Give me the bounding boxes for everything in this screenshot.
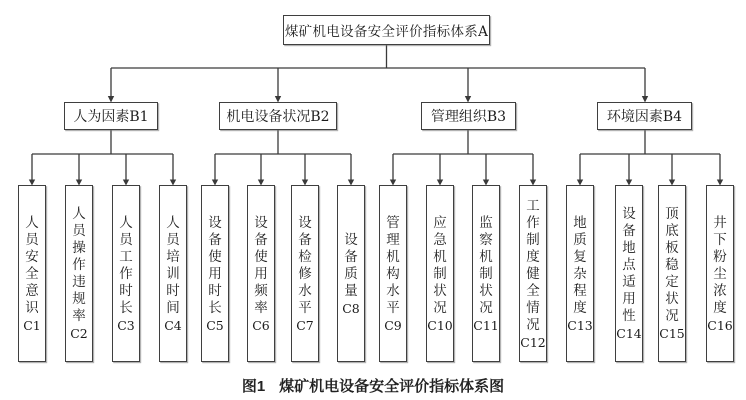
node-c15 xyxy=(658,185,686,362)
node-c1 xyxy=(18,185,46,362)
node-c7 xyxy=(291,185,319,362)
figure-caption-number: 图1 xyxy=(241,378,266,395)
node-b2 xyxy=(219,102,337,130)
node-c3-code: C3 xyxy=(117,317,135,333)
node-c7-code: C7 xyxy=(296,317,314,333)
node-c9 xyxy=(379,185,407,362)
node-c2 xyxy=(65,185,93,362)
node-c8-label: 设备质量 xyxy=(344,231,358,299)
node-c4-label: 人员培训时间 xyxy=(166,214,180,316)
node-c11-code: C11 xyxy=(473,317,499,333)
node-b4 xyxy=(597,102,692,130)
node-c4 xyxy=(159,185,187,362)
node-c5-label: 设备使用时长 xyxy=(208,214,222,316)
node-c9-label: 管理机构水平 xyxy=(386,214,400,316)
node-c1-code: C1 xyxy=(23,317,41,333)
node-c12-label: 工作制度健全情况 xyxy=(526,197,540,333)
node-c10 xyxy=(426,185,454,362)
node-c10-code: C10 xyxy=(427,317,453,333)
node-c11-label: 监察机制状况 xyxy=(479,214,493,316)
node-c6-code: C6 xyxy=(252,317,270,333)
node-b4-label: 环境因素B4 xyxy=(606,109,683,125)
node-b3 xyxy=(421,102,516,130)
node-c14 xyxy=(615,185,643,362)
node-c11 xyxy=(472,185,500,362)
node-c4-code: C4 xyxy=(164,317,182,333)
node-c8-code: C8 xyxy=(342,300,360,316)
node-b1 xyxy=(64,102,158,130)
node-c16-code: C16 xyxy=(707,317,733,333)
node-c3 xyxy=(112,185,140,362)
node-c6-label: 设备使用频率 xyxy=(254,214,268,316)
node-b3-label: 管理组织B3 xyxy=(430,109,507,125)
node-c12 xyxy=(519,185,547,362)
node-c2-code: C2 xyxy=(70,326,88,341)
node-root-label: 煤矿机电设备安全评价指标体系A xyxy=(284,24,489,40)
figure-caption xyxy=(0,375,746,396)
node-c5-code: C5 xyxy=(206,317,224,333)
figure-caption-title: 煤矿机电设备安全评价指标体系图 xyxy=(279,378,505,395)
node-c2-label: 人员操作违规率 xyxy=(72,206,86,324)
node-b1-label: 人为因素B1 xyxy=(73,109,149,125)
node-c15-code: C15 xyxy=(659,326,685,341)
node-c10-label: 应急机制状况 xyxy=(433,214,447,316)
node-c12-code: C12 xyxy=(520,334,546,350)
node-c3-label: 人员工作时长 xyxy=(119,214,133,316)
node-c13-label: 地质复杂程度 xyxy=(573,214,587,316)
node-c14-label: 设备地点适用性 xyxy=(622,206,636,324)
node-c7-label: 设备检修水平 xyxy=(298,214,312,316)
node-b2-label: 机电设备状况B2 xyxy=(226,109,330,125)
node-c6 xyxy=(247,185,275,362)
node-c14-code: C14 xyxy=(616,326,642,341)
node-root xyxy=(283,15,490,45)
node-c15-label: 顶底板稳定状况 xyxy=(665,206,679,324)
node-c1-label: 人员安全意识 xyxy=(25,214,39,316)
node-c9-code: C9 xyxy=(384,317,402,333)
node-c13 xyxy=(566,185,594,362)
node-c16 xyxy=(706,185,734,362)
node-c13-code: C13 xyxy=(567,317,593,333)
node-c8 xyxy=(337,185,365,362)
node-c16-label: 井下粉尘浓度 xyxy=(713,214,727,316)
node-c5 xyxy=(201,185,229,362)
